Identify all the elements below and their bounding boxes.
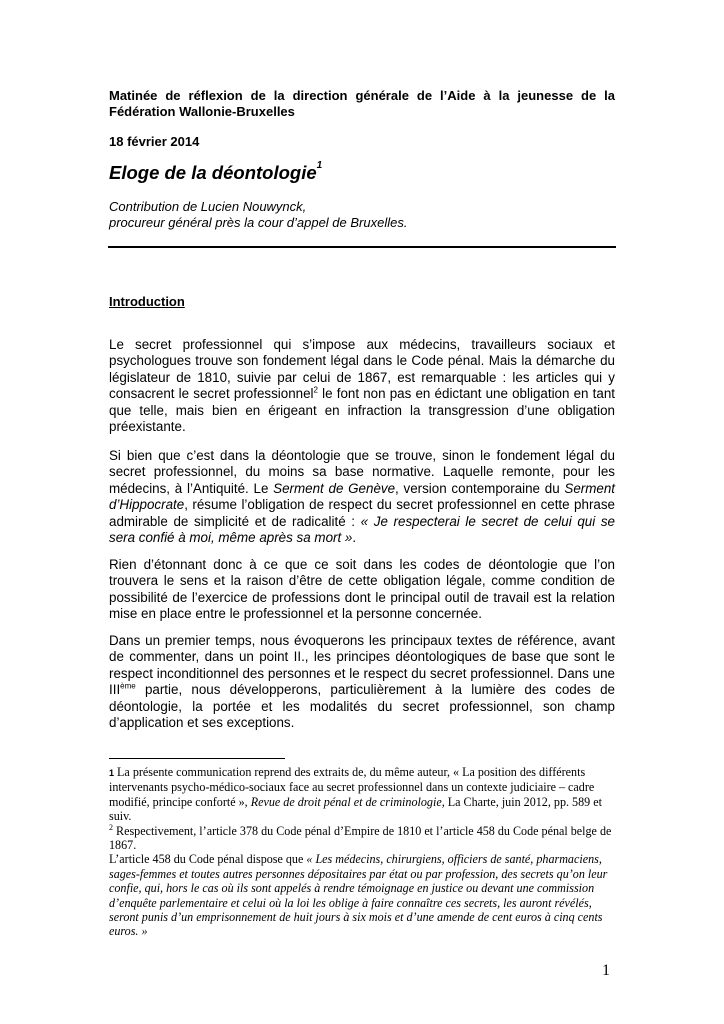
paragraph-4 bbox=[109, 633, 615, 731]
quote: « Je respecterai le secret de celui qui se sera confié à moi, même après sa mort » bbox=[109, 513, 615, 546]
text: La Charte, juin 2012, pp. 589 et suiv. bbox=[109, 794, 602, 824]
author-line: Contribution de Lucien Nouwynck, bbox=[109, 199, 307, 214]
header-divider bbox=[108, 246, 616, 248]
text: Respectivement, l’article 378 du Code pénal d’Empire de 1810 et l’article 458 du Code pénal belge de 1867. bbox=[109, 823, 612, 853]
text: , résume l’obligation de respect du secret professionnel en cette phrase admirable de simplicité et de radicalité : bbox=[109, 497, 615, 529]
italic-text: Revue de droit pénal et de criminologie, bbox=[250, 794, 445, 809]
text: La présente communication reprend des extraits de, du même auteur, « La position des différents intervenants psycho-médico-sociaux face au secret professionnel dans un contexte judiciaire – cadre modifié, principe conforté », bbox=[109, 765, 595, 809]
paragraph-1 bbox=[109, 337, 615, 435]
italic-text: Serment d’Hippocrate bbox=[109, 480, 616, 513]
paragraph-3: Rien d’étonnant donc à ce que ce soit dans les codes de déontologie que l’on trouvera le sens et la raison d’être de cette obligation légale, comme condition de possibilité de l’exercice de professions dont le principal outil de travail est la relation mise en place entre le professionnel et la personne concernée. bbox=[109, 557, 615, 622]
author-block bbox=[109, 199, 615, 230]
event-heading: Matinée de réflexion de la direction générale de l’Aide à la jeunesse de la Fédération Wallonie-Bruxelles bbox=[109, 88, 615, 119]
text: Si bien que c’est dans la déontologie que se trouve, sinon le fondement légal du secret professionnel, du moins sa base normative. Laquelle remonte, pour les médecins, à l’Antiquité. Le bbox=[109, 448, 615, 496]
text: Le secret professionnel qui s’impose aux médecins, travailleurs sociaux et psychologues trouve son fondement légal dans le Code pénal. Mais la démarche du législateur de 1810, suivie par celui de 1867, est remarquable : les articles qui y consacrent le secret professionnel bbox=[109, 337, 615, 402]
footnote-2 bbox=[109, 824, 619, 853]
text: partie, nous développerons, particulièrement à la lumière des codes de déontologie, la portée et les modalités du secret professionnel, son champ d’application et ses exceptions. bbox=[109, 682, 615, 731]
document-date: 18 février 2014 bbox=[109, 134, 200, 149]
document-title bbox=[109, 162, 615, 184]
footnote-ref-1[interactable]: 1 bbox=[316, 160, 323, 171]
text: le font non pas en édictant une obligation en tant que telle, mais bien en érigeant en infraction la transgression d’une obligation préexistante. bbox=[109, 386, 615, 435]
footnote-divider bbox=[109, 758, 285, 759]
footnote-mark: 2 bbox=[109, 822, 113, 832]
footnotes bbox=[109, 765, 619, 939]
footnote-2-continued bbox=[109, 852, 619, 938]
text: L’article 458 du Code pénal dispose que bbox=[109, 852, 307, 867]
text: , version contemporaine du bbox=[395, 480, 565, 496]
section-heading: Introduction bbox=[109, 294, 185, 309]
quote: « Les médecins, chirurgiens, officiers de santé, pharmaciens, sages-femmes et toutes autres personnes dépositaires par état ou par profession, des secrets qu’on leur confie, qui, hors le cas où ils sont appelés à rendre témoignage en justice ou devant une commission d’enquête parlementaire et celui où la loi les oblige à faire connaître ces secrets, les auront révélés, seront punis d’un emprisonnement de huit jours à six mois et d’une amende de cent euros à cinq cents euros. » bbox=[109, 852, 608, 939]
author-role: procureur général près la cour d’appel de Bruxelles. bbox=[109, 214, 408, 230]
superscript: ème bbox=[120, 681, 136, 691]
title-text: Eloge de la déontologie bbox=[109, 162, 317, 183]
paragraph-2 bbox=[109, 448, 615, 546]
italic-text: Serment de Genève bbox=[273, 480, 396, 496]
footnote-mark: 1 bbox=[109, 768, 115, 778]
footnote-1 bbox=[109, 765, 619, 824]
text: Dans un premier temps, nous évoquerons les principaux textes de référence, avant de commenter, dans un point II., les principes déontologiques de base que sont le respect inconditionnel des personnes et le respect du secret professionnel. Dans une III bbox=[109, 633, 615, 698]
text: . bbox=[352, 530, 357, 546]
page-number: 1 bbox=[602, 962, 610, 979]
footnote-ref-2[interactable]: 2 bbox=[313, 385, 318, 395]
